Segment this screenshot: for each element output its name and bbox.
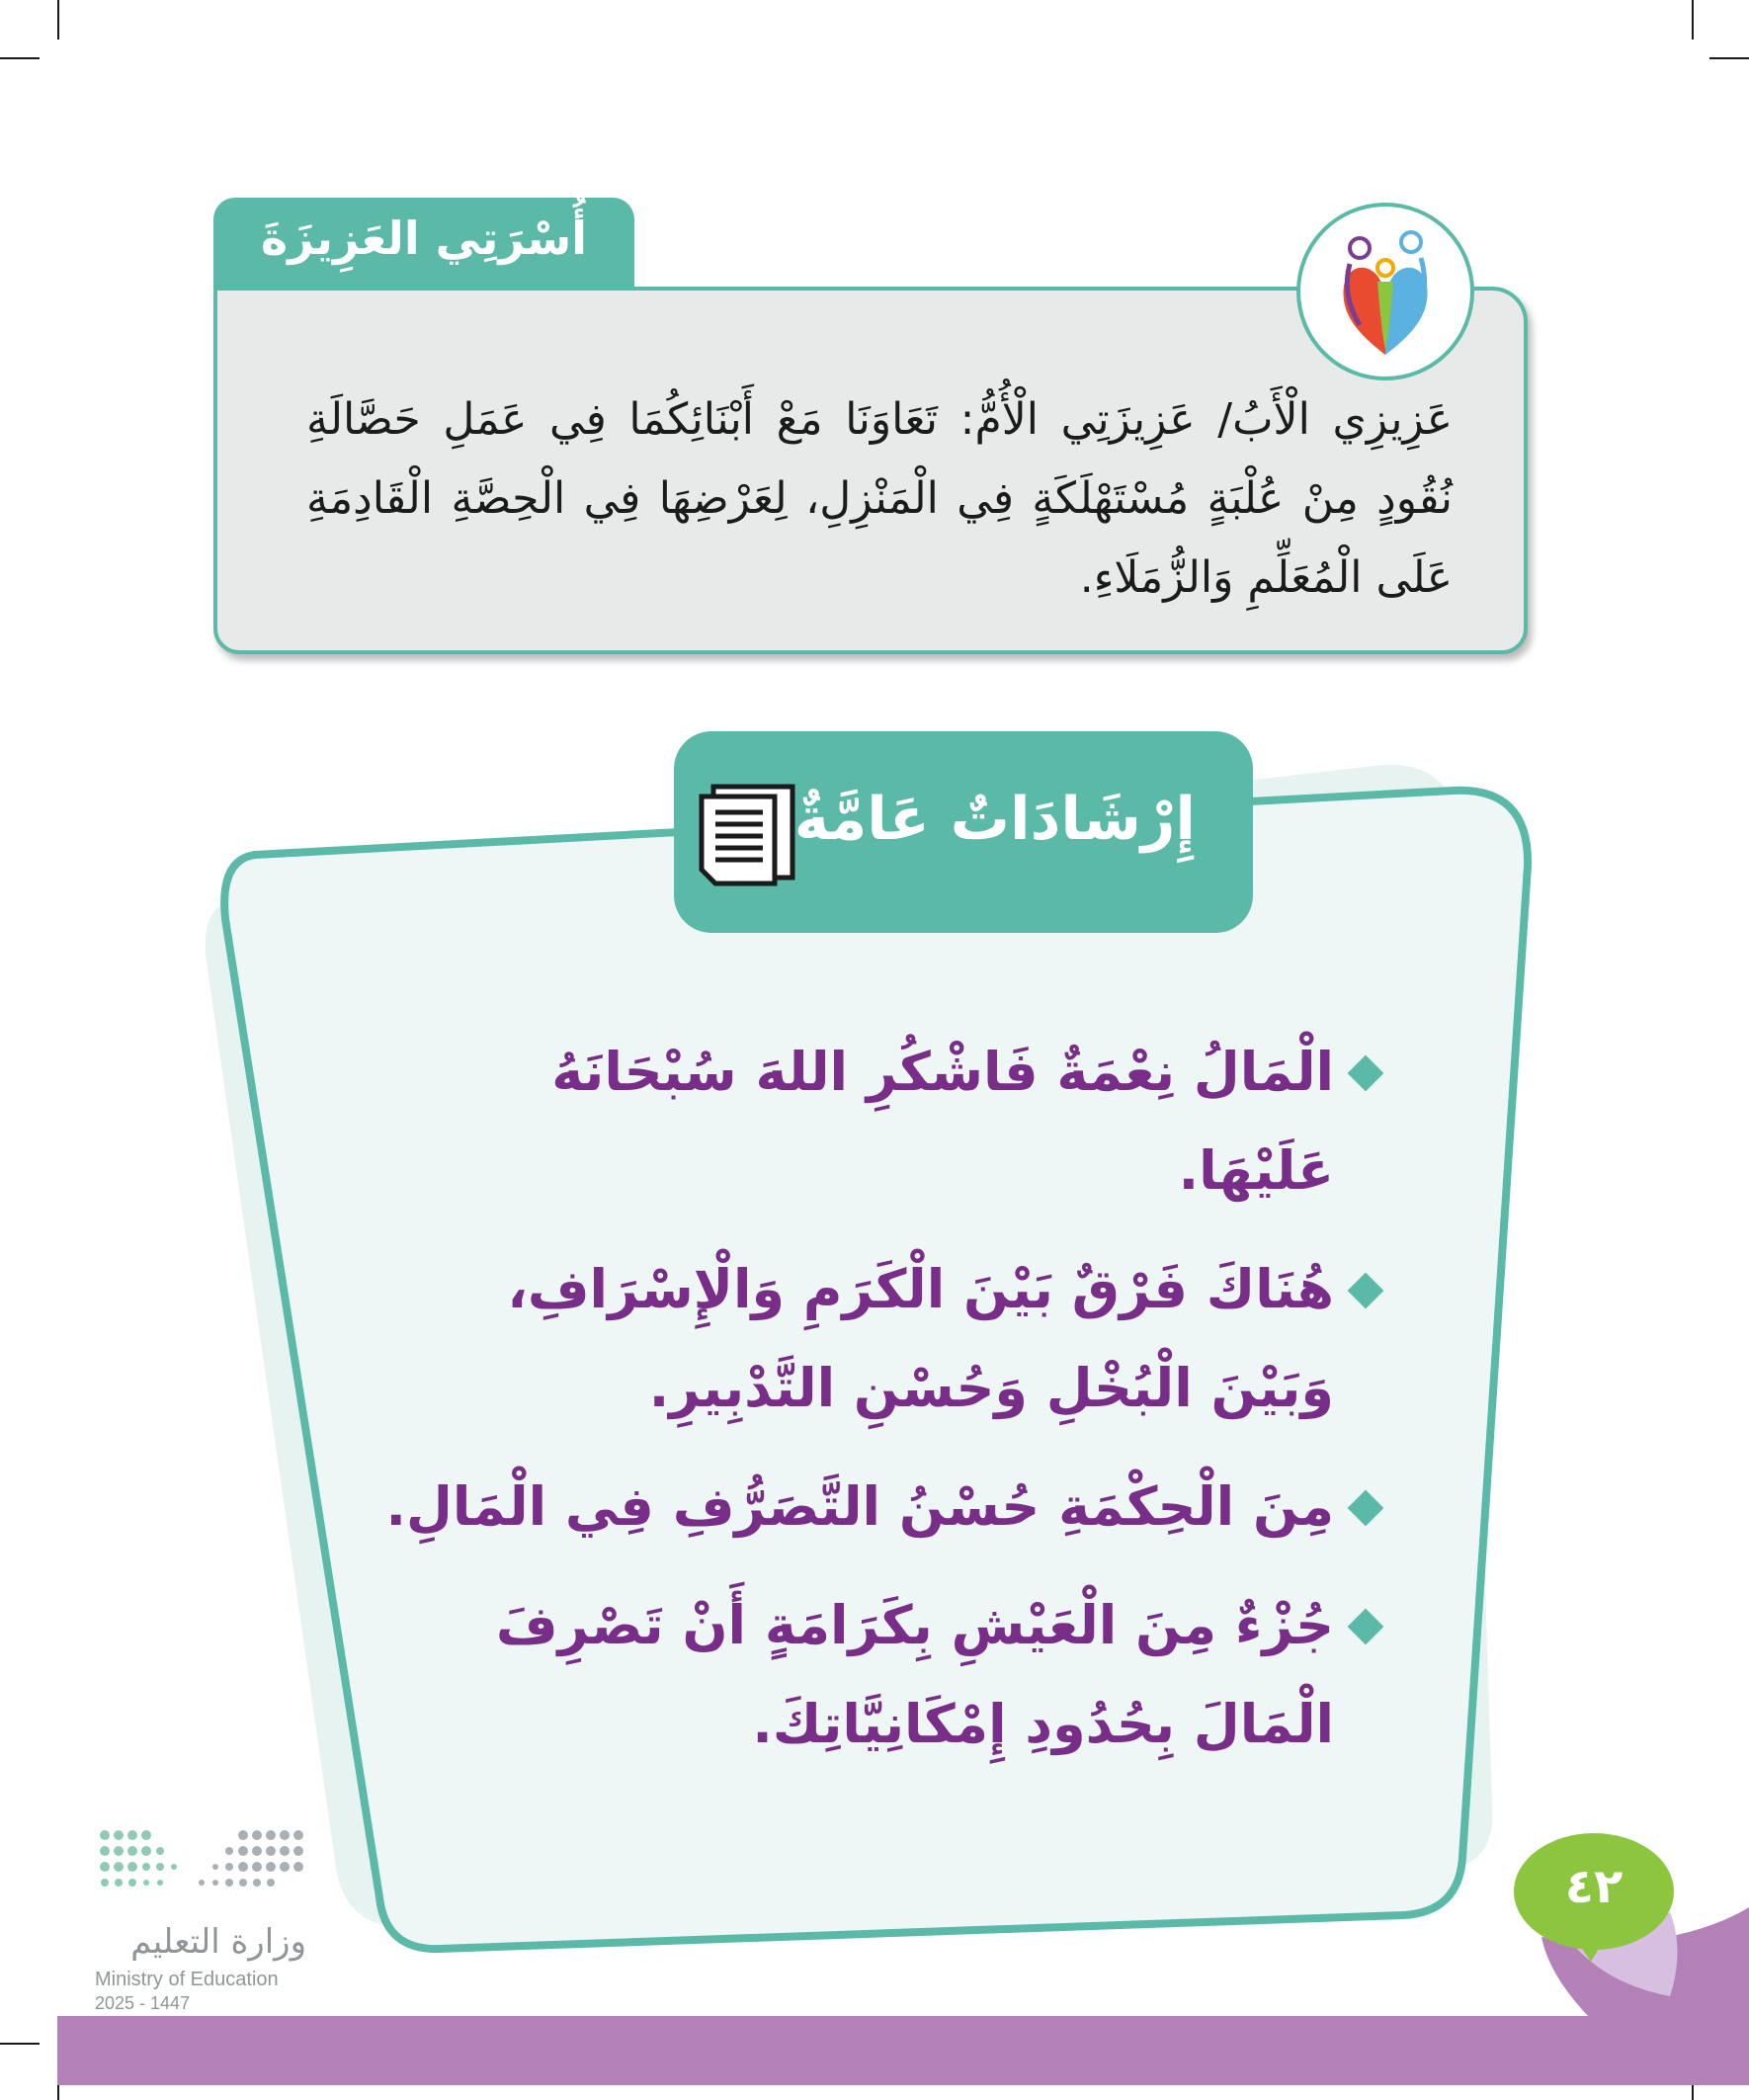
family-section-text: عَزِيزِي الْأَبُ/ عَزِيزَتِي الْأُمُّ: تَعَاوَنَا مَعْ أَبْنَائِكُمَا فِي عَمَلِ حَصَّالَةِ نُقُودٍ مِنْ عُلْبَةٍ مُسْتَهْلَكَةٍ فِي الْمَنْزِلِ، لِعَرْضِهَا فِي الْحِصَّةِ الْقَادِمَةِ عَلَى الْمُعَلِّمِ وَالزُّمَلَاءِ.: [306, 394, 1453, 603]
ministry-name-ar: وزارة التعليم: [130, 1922, 306, 1962]
tips-section-title: إِرْشَادَاتٌ عَامَّةٌ: [793, 785, 1196, 854]
tip-text: الْمَالُ نِعْمَةٌ فَاشْكُرِ اللهَ سُبْحَانَهُ عَلَيْهَا.: [551, 1041, 1334, 1202]
ministry-name-en: Ministry of Education: [95, 1969, 279, 1990]
ministry-year: 2025 - 1447: [95, 1993, 191, 2013]
tip-text: مِنَ الْحِكْمَةِ حُسْنُ التَّصَرُّفِ فِي الْمَالِ.: [385, 1475, 1334, 1538]
page-number-badge: [1514, 1833, 1674, 1950]
tip-text: جُزْءٌ مِنَ الْعَيْشِ بِكَرَامَةٍ أَنْ تَصْرِفَ الْمَالَ بِحُدُودِ إِمْكَانِيَّاتِكَ.: [495, 1594, 1334, 1755]
family-section-title: أُسْرَتِي العَزِيزَةَ: [260, 211, 588, 265]
tip-text: هُنَاكَ فَرْقٌ بَيْنَ الْكَرَمِ وَالْإِسْرَافِ، وَبَيْنَ الْبُخْلِ وَحُسْنِ التَّدْبِيرِ.: [507, 1258, 1334, 1419]
page-number: ٤٢: [1564, 1859, 1624, 1914]
footer-bar: [57, 2016, 1749, 2085]
